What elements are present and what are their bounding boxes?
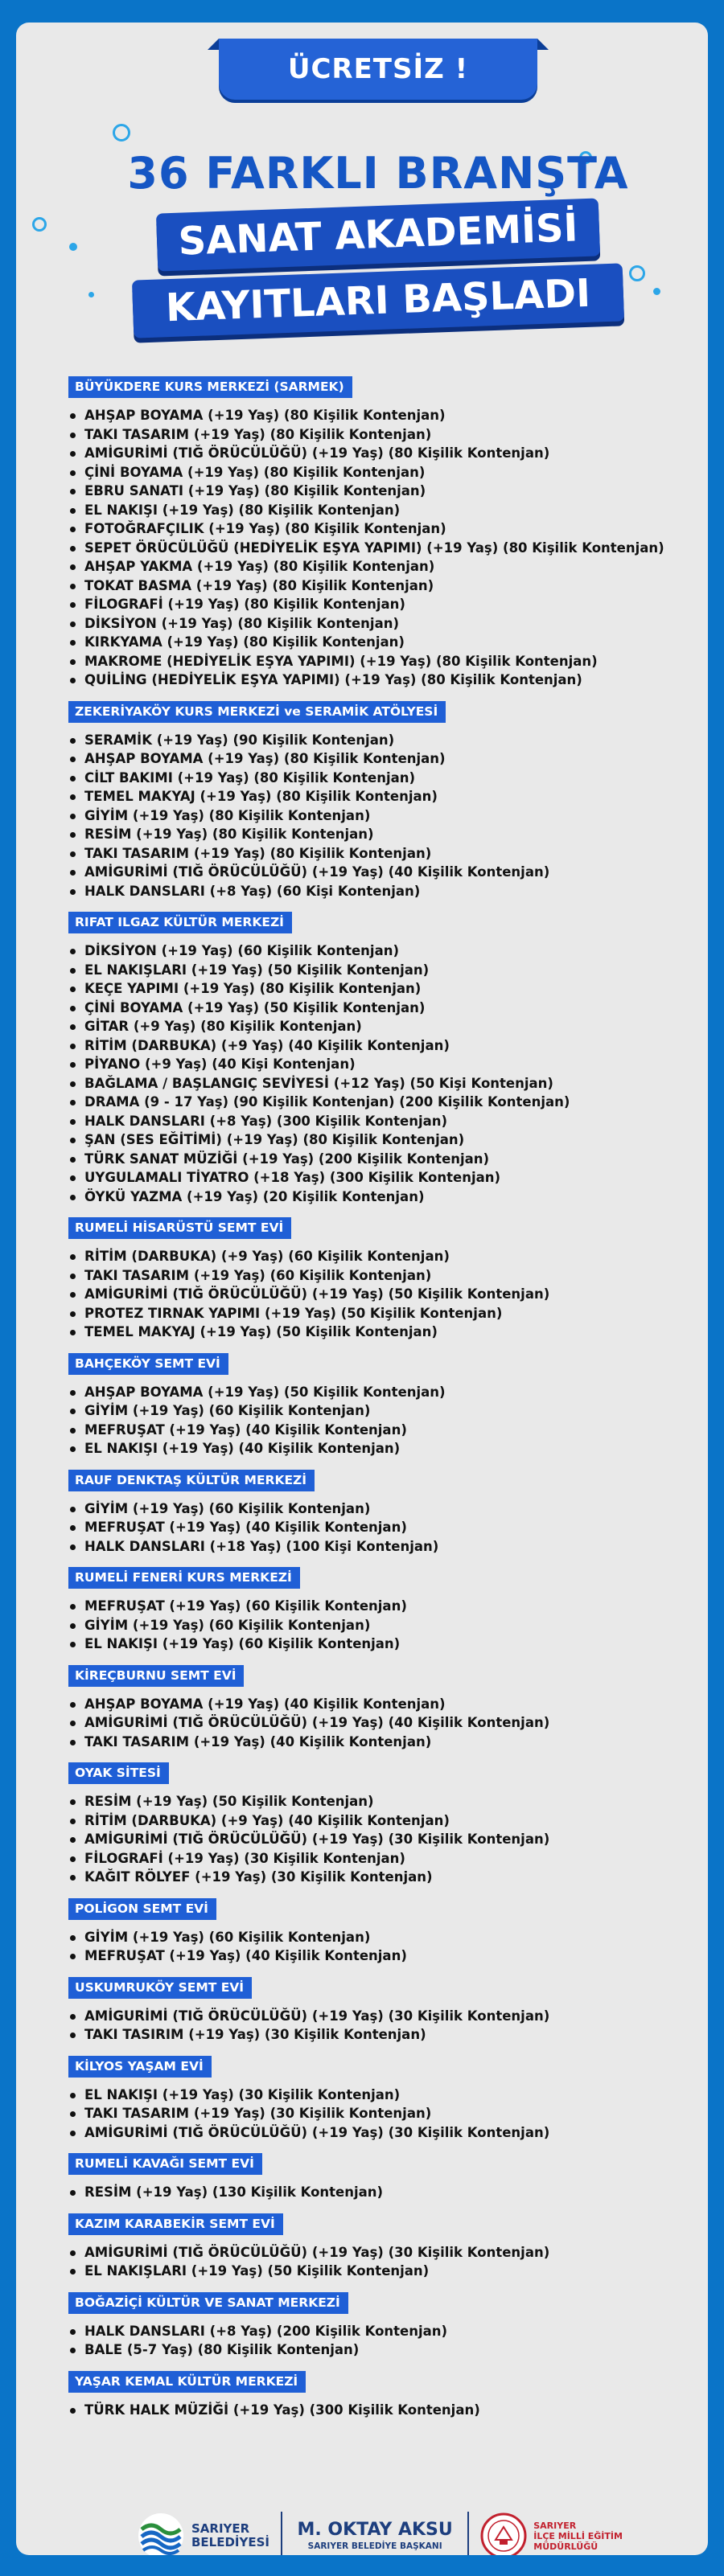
course-item: TÜRK SANAT MÜZİĞİ (+19 Yaş) (200 Kişilik Kontenjan): [68, 1150, 708, 1169]
course-item: GİYİM (+19 Yaş) (60 Kişilik Kontenjan): [68, 1401, 708, 1421]
course-item: CİLT BAKIMI (+19 Yaş) (80 Kişilik Kontenjan): [68, 769, 708, 788]
course-item: EL NAKIŞI (+19 Yaş) (80 Kişilik Kontenjan): [68, 501, 708, 520]
course-item: DRAMA (9 - 17 Yaş) (90 Kişilik Kontenjan) (200 Kişilik Kontenjan): [68, 1093, 708, 1112]
course-item: HALK DANSLARI (+8 Yaş) (300 Kişilik Kontenjan): [68, 1112, 708, 1131]
directorate-line-1: SARIYER: [533, 2520, 577, 2531]
course-section: [68, 701, 708, 901]
course-item: AMİGURİMİ (TIĞ ÖRÜCÜLÜĞÜ) (+19 Yaş) (80 Kişilik Kontenjan): [68, 444, 708, 463]
section-heading: BÜYÜKDERE KURS MERKEZİ (SARMEK): [68, 376, 352, 398]
course-item: HALK DANSLARI (+8 Yaş) (60 Kişi Kontenjan): [68, 882, 708, 901]
section-heading: POLİGON SEMT EVİ: [68, 1898, 216, 1920]
section-heading: OYAK SİTESİ: [68, 1762, 169, 1784]
municipality-name: [191, 2522, 269, 2549]
course-section: [68, 1470, 708, 1557]
course-item: DİKSİYON (+19 Yaş) (60 Kişilik Kontenjan): [68, 941, 708, 961]
course-item: AMİGURİMİ (TIĞ ÖRÜCÜLÜĞÜ) (+19 Yaş) (40 Kişilik Kontenjan): [68, 863, 708, 882]
course-item: RESİM (+19 Yaş) (130 Kişilik Kontenjan): [68, 2183, 708, 2202]
headline-line-1: 36 FARKLI BRANŞTA: [127, 148, 629, 199]
course-list: [68, 2007, 708, 2045]
course-item: KIRKYAMA (+19 Yaş) (80 Kişilik Kontenjan): [68, 633, 708, 652]
course-item: GİYİM (+19 Yaş) (60 Kişilik Kontenjan): [68, 1616, 708, 1635]
course-list: [68, 2322, 708, 2360]
poster-card: [16, 23, 708, 2555]
course-sections: [68, 376, 708, 2430]
wave-logo-icon: [137, 2512, 185, 2555]
course-item: AMİGURİMİ (TIĞ ÖRÜCÜLÜĞÜ) (+19 Yaş) (30 Kişilik Kontenjan): [68, 1830, 708, 1849]
course-item: AHŞAP YAKMA (+19 Yaş) (80 Kişilik Kontenjan): [68, 557, 708, 576]
course-list: [68, 406, 708, 690]
decor-dot: [69, 243, 77, 251]
badge-fold-right: [537, 39, 549, 50]
course-item: QUİLİNG (HEDİYELİK EŞYA YAPIMI) (+19 Yaş) (80 Kişilik Kontenjan): [68, 671, 708, 690]
course-list: [68, 2243, 708, 2281]
course-item: UYGULAMALI TİYATRO (+18 Yaş) (300 Kişilik Kontenjan): [68, 1168, 708, 1188]
section-heading: KAZIM KARABEKİR SEMT EVİ: [68, 2213, 283, 2235]
course-item: GİYİM (+19 Yaş) (60 Kişilik Kontenjan): [68, 1499, 708, 1519]
municipality-name-line-1: SARIYER: [191, 2521, 250, 2536]
mayor-signature: [294, 2520, 456, 2552]
course-item: ÇİNİ BOYAMA (+19 Yaş) (50 Kişilik Kontenjan): [68, 999, 708, 1018]
sariyer-municipality-logo: [137, 2512, 269, 2555]
course-item: TAKI TASIRIM (+19 Yaş) (30 Kişilik Kontenjan): [68, 2025, 708, 2045]
course-item: AMİGURİMİ (TIĞ ÖRÜCÜLÜĞÜ) (+19 Yaş) (30 Kişilik Kontenjan): [68, 2123, 708, 2143]
course-item: PROTEZ TIRNAK YAPIMI (+19 Yaş) (50 Kişilik Kontenjan): [68, 1304, 708, 1323]
course-section: [68, 1353, 708, 1458]
course-list: [68, 1597, 708, 1654]
course-section: [68, 1977, 708, 2045]
mayor-name: M. OKTAY AKSU: [297, 2520, 453, 2540]
course-item: RESİM (+19 Yaş) (80 Kişilik Kontenjan): [68, 825, 708, 844]
course-section: [68, 2213, 708, 2281]
course-item: MEFRUŞAT (+19 Yaş) (40 Kişilik Kontenjan): [68, 1518, 708, 1537]
course-item: TOKAT BASMA (+19 Yaş) (80 Kişilik Kontenjan): [68, 576, 708, 596]
course-section: [68, 1898, 708, 1966]
course-item: RİTİM (DARBUKA) (+9 Yaş) (60 Kişilik Kontenjan): [68, 1247, 708, 1266]
municipality-name-line-2: BELEDİYESİ: [191, 2535, 270, 2549]
course-item: TAKI TASARIM (+19 Yaş) (80 Kişilik Kontenjan): [68, 425, 708, 445]
section-heading: RUMELİ HİSARÜSTÜ SEMT EVİ: [68, 1217, 291, 1239]
footer-divider: [467, 2512, 469, 2555]
course-item: EL NAKIŞI (+19 Yaş) (30 Kişilik Kontenjan): [68, 2086, 708, 2105]
course-item: ÖYKÜ YAZMA (+19 Yaş) (20 Kişilik Kontenjan): [68, 1188, 708, 1207]
course-list: [68, 2401, 708, 2420]
course-item: EL NAKIŞI (+19 Yaş) (60 Kişilik Kontenjan): [68, 1635, 708, 1654]
course-item: DİKSİYON (+19 Yaş) (80 Kişilik Kontenjan): [68, 614, 708, 634]
course-item: HALK DANSLARI (+18 Yaş) (100 Kişi Kontenjan): [68, 1537, 708, 1557]
course-section: [68, 376, 708, 690]
section-heading: RUMELİ FENERİ KURS MERKEZİ: [68, 1567, 300, 1589]
course-item: FİLOGRAFİ (+19 Yaş) (80 Kişilik Kontenjan): [68, 595, 708, 614]
course-list: [68, 1792, 708, 1887]
footer-logos: [137, 2504, 636, 2555]
course-list: [68, 1247, 708, 1342]
course-item: TAKI TASARIM (+19 Yaş) (40 Kişilik Kontenjan): [68, 1733, 708, 1752]
course-item: GİYİM (+19 Yaş) (60 Kişilik Kontenjan): [68, 1928, 708, 1947]
course-item: FOTOĞRAFÇILIK (+19 Yaş) (80 Kişilik Kontenjan): [68, 519, 708, 539]
course-item: BAĞLAMA / BAŞLANGIÇ SEVİYESİ (+12 Yaş) (50 Kişi Kontenjan): [68, 1074, 708, 1093]
decor-dot: [653, 288, 660, 295]
course-list: [68, 1383, 708, 1458]
course-item: MEFRUŞAT (+19 Yaş) (40 Kişilik Kontenjan): [68, 1421, 708, 1440]
course-section: [68, 2056, 708, 2143]
course-item: ÇİNİ BOYAMA (+19 Yaş) (80 Kişilik Kontenjan): [68, 463, 708, 482]
section-heading: BAHÇEKÖY SEMT EVİ: [68, 1353, 228, 1375]
course-item: KAĞIT RÖLYEF (+19 Yaş) (30 Kişilik Kontenjan): [68, 1868, 708, 1887]
course-item: HALK DANSLARI (+8 Yaş) (200 Kişilik Kontenjan): [68, 2322, 708, 2341]
badge-fold-left: [208, 39, 219, 50]
course-item: FİLOGRAFİ (+19 Yaş) (30 Kişilik Kontenjan): [68, 1849, 708, 1868]
course-section: [68, 2292, 708, 2360]
course-item: TEMEL MAKYAJ (+19 Yaş) (50 Kişilik Kontenjan): [68, 1323, 708, 1342]
section-heading: ZEKERİYAKÖY KURS MERKEZİ ve SERAMİK ATÖLYESİ: [68, 701, 446, 723]
course-item: SEPET ÖRÜCÜLÜĞÜ (HEDİYELİK EŞYA YAPIMI) (+19 Yaş) (80 Kişilik Kontenjan): [68, 539, 708, 558]
course-section: [68, 2371, 708, 2420]
course-item: RİTİM (DARBUKA) (+9 Yaş) (40 Kişilik Kontenjan): [68, 1811, 708, 1831]
headline-line-2: SANAT AKADEMİSİ: [156, 198, 600, 271]
course-item: TÜRK HALK MÜZİĞİ (+19 Yaş) (300 Kişilik Kontenjan): [68, 2401, 708, 2420]
course-item: EBRU SANATI (+19 Yaş) (80 Kişilik Kontenjan): [68, 482, 708, 501]
course-item: AMİGURİMİ (TIĞ ÖRÜCÜLÜĞÜ) (+19 Yaş) (30 Kişilik Kontenjan): [68, 2243, 708, 2262]
section-heading: RIFAT ILGAZ KÜLTÜR MERKEZİ: [68, 912, 292, 933]
footer-divider: [281, 2512, 282, 2555]
course-item: AMİGURİMİ (TIĞ ÖRÜCÜLÜĞÜ) (+19 Yaş) (40 Kişilik Kontenjan): [68, 1713, 708, 1733]
course-item: GİTAR (+9 Yaş) (80 Kişilik Kontenjan): [68, 1017, 708, 1036]
decor-dot: [88, 292, 94, 297]
course-item: AHŞAP BOYAMA (+19 Yaş) (40 Kişilik Kontenjan): [68, 1695, 708, 1714]
course-section: [68, 912, 708, 1206]
course-item: RESİM (+19 Yaş) (50 Kişilik Kontenjan): [68, 1792, 708, 1811]
course-item: KEÇE YAPIMI (+19 Yaş) (80 Kişilik Kontenjan): [68, 979, 708, 999]
course-item: SERAMİK (+19 Yaş) (90 Kişilik Kontenjan): [68, 731, 708, 750]
course-item: RİTİM (DARBUKA) (+9 Yaş) (40 Kişilik Kontenjan): [68, 1036, 708, 1056]
directorate-line-3: MÜDÜRLÜĞÜ: [533, 2541, 599, 2552]
decor-ring: [32, 217, 47, 232]
directorate-line-2: İLÇE MİLLİ EĞİTİM: [533, 2530, 623, 2541]
course-item: ŞAN (SES EĞİTİMİ) (+19 Yaş) (80 Kişilik Kontenjan): [68, 1130, 708, 1150]
meb-seal-icon: [480, 2512, 527, 2555]
course-section: [68, 2153, 708, 2202]
course-section: [68, 1567, 708, 1654]
course-item: MEFRUŞAT (+19 Yaş) (60 Kişilik Kontenjan): [68, 1597, 708, 1616]
section-heading: YAŞAR KEMAL KÜLTÜR MERKEZİ: [68, 2371, 306, 2393]
course-section: [68, 1217, 708, 1342]
section-heading: KİLYOS YAŞAM EVİ: [68, 2056, 212, 2078]
course-item: PİYANO (+9 Yaş) (40 Kişi Kontenjan): [68, 1055, 708, 1074]
decor-ring: [113, 124, 130, 142]
course-item: TAKI TASARIM (+19 Yaş) (60 Kişilik Kontenjan): [68, 1266, 708, 1286]
headline: [16, 119, 708, 331]
course-item: AHŞAP BOYAMA (+19 Yaş) (80 Kişilik Kontenjan): [68, 406, 708, 425]
course-list: [68, 1499, 708, 1557]
course-item: GİYİM (+19 Yaş) (80 Kişilik Kontenjan): [68, 806, 708, 826]
course-item: TAKI TASARIM (+19 Yaş) (80 Kişilik Kontenjan): [68, 844, 708, 863]
free-badge: ÜCRETSİZ !: [219, 39, 537, 100]
course-item: EL NAKIŞI (+19 Yaş) (40 Kişilik Kontenjan): [68, 1439, 708, 1458]
course-item: AMİGURİMİ (TIĞ ÖRÜCÜLÜĞÜ) (+19 Yaş) (30 Kişilik Kontenjan): [68, 2007, 708, 2026]
education-directorate-logo: [480, 2512, 636, 2555]
course-item: AMİGURİMİ (TIĞ ÖRÜCÜLÜĞÜ) (+19 Yaş) (50 Kişilik Kontenjan): [68, 1285, 708, 1304]
course-section: [68, 1665, 708, 1752]
section-heading: BOĞAZİÇİ KÜLTÜR VE SANAT MERKEZİ: [68, 2292, 348, 2314]
headline-line-3: KAYITLARI BAŞLADI: [132, 263, 624, 338]
course-section: [68, 1762, 708, 1887]
mayor-title: SARIYER BELEDİYE BAŞKANI: [307, 2541, 442, 2551]
course-list: [68, 2086, 708, 2143]
course-item: TEMEL MAKYAJ (+19 Yaş) (80 Kişilik Kontenjan): [68, 787, 708, 806]
course-list: [68, 941, 708, 1206]
course-item: EL NAKIŞLARI (+19 Yaş) (50 Kişilik Kontenjan): [68, 961, 708, 980]
course-item: AHŞAP BOYAMA (+19 Yaş) (50 Kişilik Kontenjan): [68, 1383, 708, 1402]
course-item: EL NAKIŞLARI (+19 Yaş) (50 Kişilik Kontenjan): [68, 2262, 708, 2281]
course-item: BALE (5-7 Yaş) (80 Kişilik Kontenjan): [68, 2340, 708, 2360]
section-heading: KİREÇBURNU SEMT EVİ: [68, 1665, 244, 1687]
section-heading: RAUF DENKTAŞ KÜLTÜR MERKEZİ: [68, 1470, 315, 1491]
course-list: [68, 1928, 708, 1966]
course-list: [68, 1695, 708, 1752]
course-item: AHŞAP BOYAMA (+19 Yaş) (80 Kişilik Kontenjan): [68, 749, 708, 769]
course-list: [68, 2183, 708, 2202]
course-list: [68, 731, 708, 901]
section-heading: USKUMRUKÖY SEMT EVİ: [68, 1977, 252, 1999]
course-item: MEFRUŞAT (+19 Yaş) (40 Kişilik Kontenjan): [68, 1946, 708, 1966]
education-directorate-name: [533, 2521, 623, 2552]
section-heading: RUMELİ KAVAĞI SEMT EVİ: [68, 2153, 262, 2175]
course-item: TAKI TASARIM (+19 Yaş) (30 Kişilik Kontenjan): [68, 2104, 708, 2123]
course-item: MAKROME (HEDİYELİK EŞYA YAPIMI) (+19 Yaş) (80 Kişilik Kontenjan): [68, 652, 708, 671]
decor-ring: [629, 265, 645, 281]
